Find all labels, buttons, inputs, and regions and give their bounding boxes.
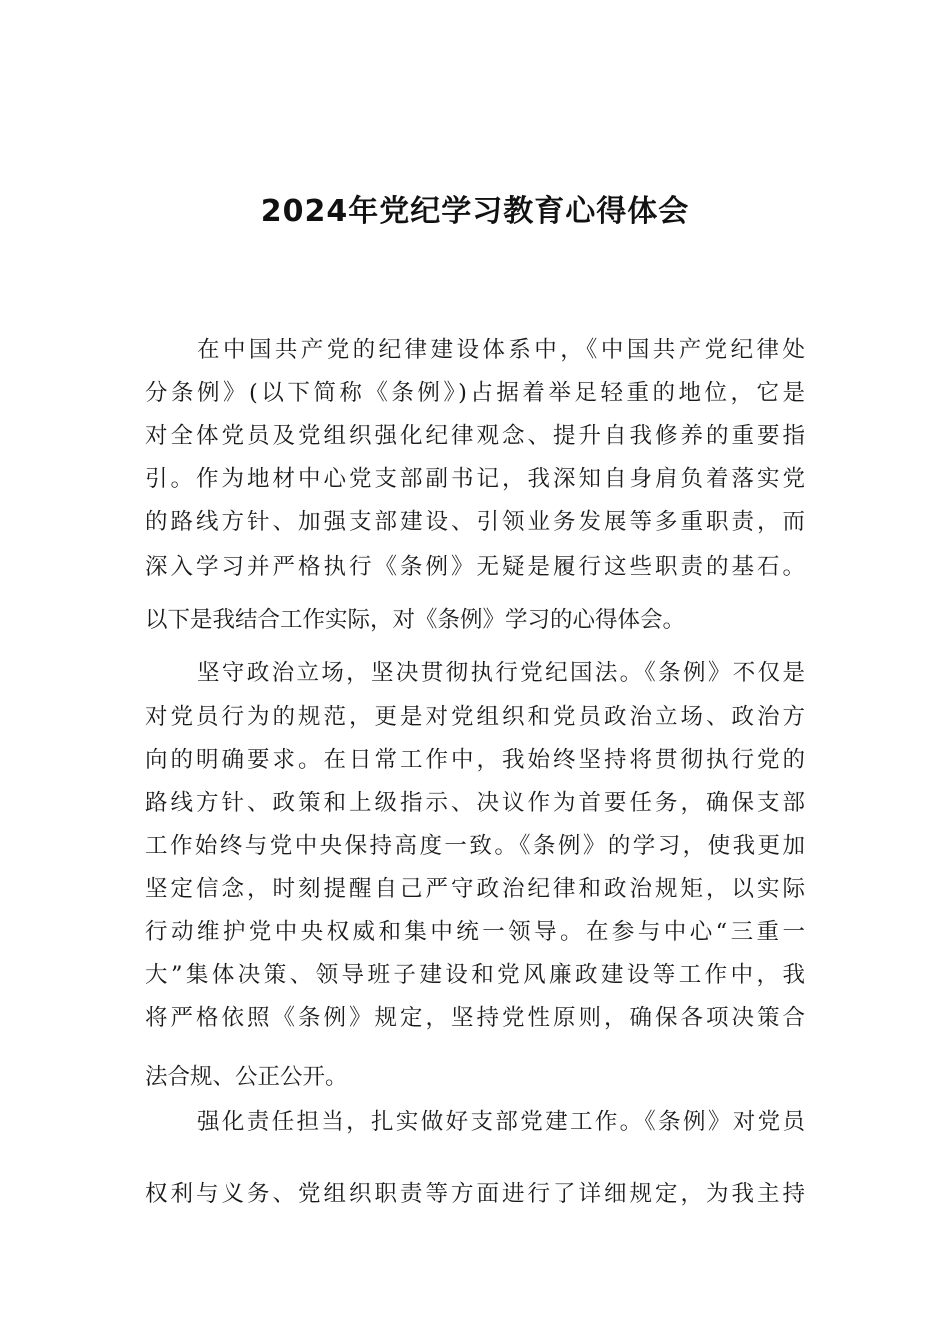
paragraph-line: 对党员行为的规范，更是对党组织和党员政治立场、政治方 [145, 704, 805, 730]
paragraph-line: 深入学习并严格执行《条例》无疑是履行这些职责的基石。 [145, 554, 805, 580]
paragraph-line: 引。作为地材中心党支部副书记，我深知自身肩负着落实党 [145, 466, 805, 492]
paragraph-line: 工作始终与党中央保持高度一致。《条例》的学习，使我更加 [145, 833, 805, 859]
paragraph-line: 坚守政治立场，坚决贯彻执行党纪国法。《条例》不仅是 [197, 660, 805, 686]
paragraph-line: 大”集体决策、领导班子建设和党风廉政建设等工作中，我 [145, 962, 805, 988]
paragraph-line: 路线方针、政策和上级指示、决议作为首要任务，确保支部 [145, 790, 805, 816]
paragraph-line: 权利与义务、党组织职责等方面进行了详细规定，为我主持 [145, 1181, 805, 1207]
paragraph-line: 以下是我结合工作实际，对《条例》学习的心得体会。 [145, 607, 686, 633]
paragraph-line: 坚定信念，时刻提醒自己严守政治纪律和政治规矩，以实际 [145, 876, 805, 902]
paragraph-line: 强化责任担当，扎实做好支部党建工作。《条例》对党员 [197, 1109, 805, 1135]
paragraph-line: 法合规、公正公开。 [145, 1064, 348, 1090]
paragraph-line: 的路线方针、加强支部建设、引领业务发展等多重职责，而 [145, 509, 805, 535]
paragraph-line: 分条例》(以下简称《条例》)占据着举足轻重的地位，它是 [145, 380, 805, 406]
paragraph-line: 将严格依照《条例》规定，坚持党性原则，确保各项决策合 [145, 1005, 805, 1031]
paragraph-line: 行动维护党中央权威和集中统一领导。在参与中心“三重一 [145, 919, 805, 945]
paragraph-line: 在中国共产党的纪律建设体系中，《中国共产党纪律处 [197, 337, 805, 363]
paragraph-line: 对全体党员及党组织强化纪律观念、提升自我修养的重要指 [145, 423, 805, 449]
paragraph-line: 向的明确要求。在日常工作中，我始终坚持将贯彻执行党的 [145, 747, 805, 773]
document-title: 2024年党纪学习教育心得体会 [260, 194, 690, 229]
